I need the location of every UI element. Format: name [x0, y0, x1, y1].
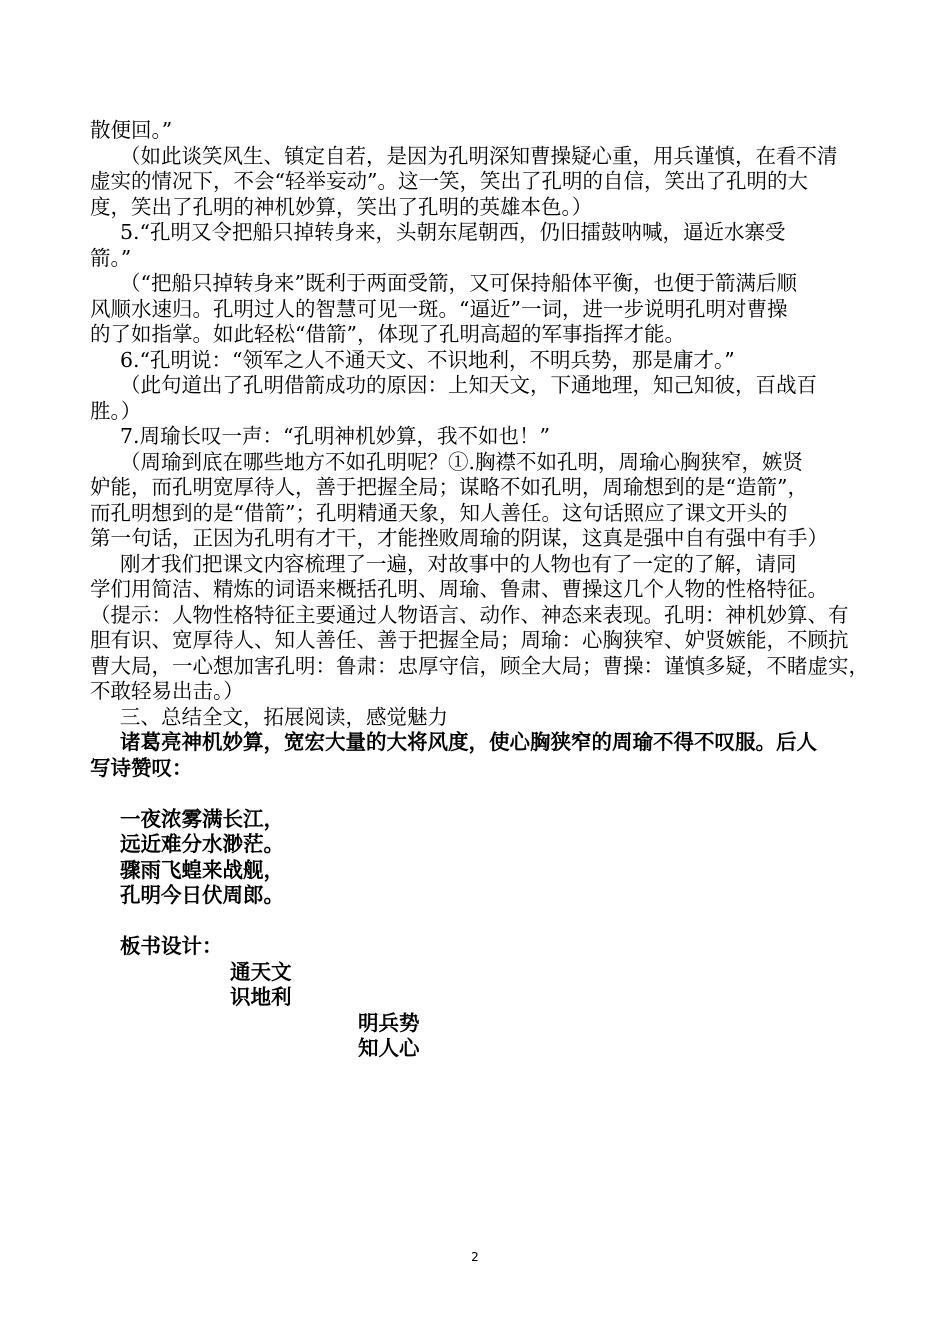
text-line: 7.周瑜长叹一声：“孔明神机妙算，我不如也！” — [120, 424, 551, 448]
document-body — [90, 118, 869, 1062]
text-line: 风顺水速归。孔明过人的智慧可见一斑。“逼近”一词，进一步说明孔明对曹操 — [90, 296, 788, 321]
text-line: （如此谈笑风生、镇定自若，是因为孔明深知曹操疑心重，用兵谨慎，在看不清 — [120, 143, 838, 168]
text-line: 曹大局，一心想加害孔明：鲁肃：忠厚守信，顾全大局；曹操：谨慎多疑，不睹虚实， — [90, 653, 869, 678]
text-line: （“把船只掉转身来”既利于两面受箭，又可保持船体平衡，也便于箭满后顺 — [120, 271, 797, 295]
text-line: （此句道出了孔明借箭成功的原因：上知天文，下通地理，知己知彼，百战百 — [120, 373, 817, 397]
poem — [90, 807, 860, 909]
board-design-title: 板书设计： — [120, 934, 223, 958]
text-line: 度，笑出了孔明的神机妙算，笑出了孔明的英雄本色。） — [90, 194, 593, 219]
text-line: 学们用简洁、精炼的词语来概括孔明、周瑜、鲁肃、曹操这几个人物的性格特征。 — [90, 577, 828, 601]
poem-line: 一夜浓雾满长江， — [120, 806, 284, 831]
text-line: 而孔明想到的是“借箭”；孔明精通天象，知人善任。这句话照应了课文开头的 — [90, 500, 788, 525]
board-item: 知人心 — [358, 1036, 420, 1060]
board-item: 明兵势 — [358, 1010, 420, 1035]
text-line: 诸葛亮神机妙算，宽宏大量的大将风度，使心胸狭窄的周瑜不得不叹服。后人 — [120, 730, 817, 754]
text-line: 写诗赞叹： — [90, 755, 193, 780]
text-line: 第一句话，正因为孔明有才干，才能挫败周瑜的阴谋，这真是强中自有强中有手） — [90, 526, 828, 550]
text-line: 胆有识、宽厚待人、知人善任、善于把握全局；周瑜：心胸狭窄、妒贤嫉能，不顾抗 — [90, 628, 849, 652]
poem-line: 孔明今日伏周郎。 — [120, 883, 284, 907]
text-line: 胜。） — [90, 398, 142, 423]
text-line: 不敢轻易出击。） — [90, 679, 244, 703]
text-line: 三、总结全文，拓展阅读，感觉魅力 — [120, 704, 448, 729]
board-item: 识地利 — [230, 985, 292, 1009]
text-line: 刚才我们把课文内容梳理了一遍，对故事中的人物也有了一定的了解，请同 — [120, 551, 797, 576]
text-line: 妒能，而孔明宽厚待人，善于把握全局；谋略不如孔明，周瑜想到的是“造箭”， — [90, 475, 808, 499]
paragraph-lines — [90, 118, 869, 781]
text-line: 5.“孔明又令把船只掉转身来，头朝东尾朝西，仍旧擂鼓呐喊，逼近水寨受 — [120, 220, 786, 244]
text-line: 箭。” — [90, 245, 132, 270]
text-line: 6.“孔明说：“领军之人不通天文、不识地利，不明兵势，那是庸才。” — [120, 347, 735, 372]
text-line: 虚实的情况下，不会“轻举妄动”。这一笑，笑出了孔明的自信，笑出了孔明的大 — [90, 169, 808, 193]
poem-line: 远近难分水渺茫。 — [120, 832, 284, 856]
text-line: （提示：人物性格特征主要通过人物语言、动作、神态来表现。孔明：神机妙算、有 — [90, 602, 849, 627]
text-line: 的了如指掌。如此轻松“借箭”，体现了孔明高超的军事指挥才能。 — [90, 322, 685, 346]
text-line: 散便回。” — [90, 118, 173, 142]
board-item: 通天文 — [230, 959, 292, 984]
poem-line: 骤雨飞蝗来战舰， — [120, 857, 284, 882]
page-number: 2 — [471, 1250, 479, 1264]
text-line: （周瑜到底在哪些地方不如孔明呢？①.胸襟不如孔明，周瑜心胸狭窄，嫉贤 — [120, 449, 804, 474]
